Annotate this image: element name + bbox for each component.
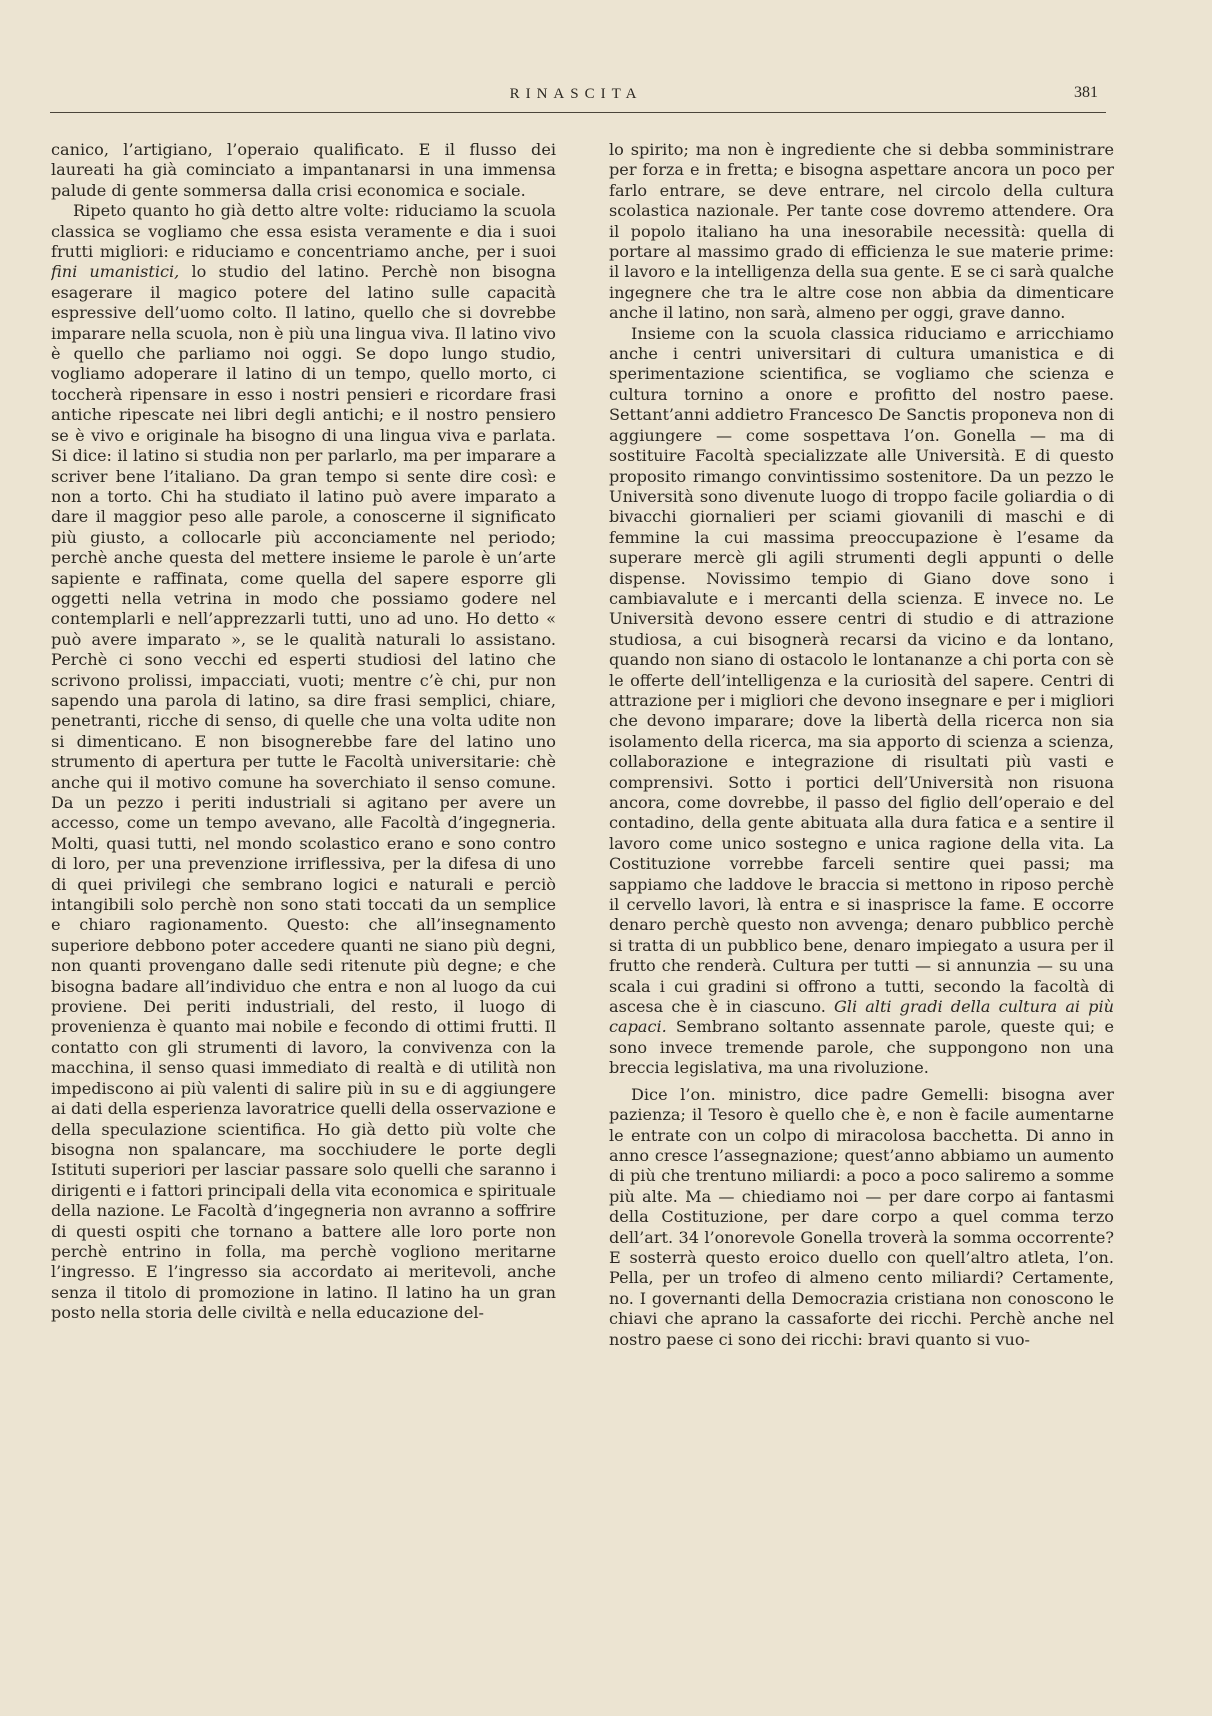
- paragraph: Dice l’on. ministro, dice padre Gemelli: bisogna aver pazienza; il Tesoro è quello che è, e non è facile aumentarne le entrate con un colpo di miracolosa bacchetta. Di anno in anno cresce l’assegnazione; quest’anno abbiamo un aumento di più che trentuno miliardi: a poco a poco saliremo a somme più alte. Ma — chiediamo noi — per dare corpo ai fantasmi della Costituzione, per dare corpo a quel comma terzo dell’art. 34 l’onorevole Gonella troverà la somma occorrente? E sosterrà questo eroico duello con quell’altro atleta, l’on. Pella, per un trofeo di almeno cento miliardi? Certamente, no. I governanti della Democrazia cristiana non conoscono le chiavi che aprano la cassaforte dei ricchi. Perchè anche nel nostro paese ci sono dei ricchi: bravi quanto si vuo-: [609, 1084, 1114, 1349]
- text-run: Sembrano soltanto assennate parole, queste qui; e sono invece tremende parole, che suppongono non una breccia legislativa, ma una rivoluzione.: [609, 1017, 1114, 1078]
- italic-text: fini umanistici,: [51, 262, 180, 282]
- page-number: 381: [1074, 84, 1098, 101]
- text-run: lo studio del latino. Perchè non bisogna esagerare il magico potere del latino sulle capacità espressive dell’uomo colto. Il latino, quello che si dovrebbe imparare nella scuola, non è più una lingua viva. Il latino vivo è quello che parliamo noi oggi. Se dopo lungo studio, vogliamo adoperare il latino di un tempo, quello morto, ci toccherà ripensare in esso i nostri pensieri e ricordare frasi antiche ripescate nei libri degli antichi; e il nostro pensiero se è vivo e originale ha bisogno di una lingua viva e parlata. Si dice: il latino si studia non per parlarlo, ma per imparare a scriver bene l’italiano. Da gran tempo si sente dire così: e non a torto. Chi ha studiato il latino può avere imparato a dare il maggior peso alle parole, a conoscerne il significato più giusto, a collocarle più acconciamente nel periodo; perchè anche questa del mettere insieme le parole è un’arte sapiente e raffinata, come quella del sapere esporre gli oggetti nella vetrina in modo che possiamo godere nel contemplarli e nell’apprezzarli tutti, uno ad uno. Ho detto « può avere imparato », se le qualità naturali lo assistano. Perchè ci sono vecchi ed esperti studiosi del latino che scrivono prolissi, impacciati, vuoti; mentre c’è chi, pur non sapendo una parola di latino, sa dire frasi semplici, chiare, penetranti, ricche di senso, di quelle che una volta udite non si dimenticano. E non bisognerebbe fare del latino uno strumento di apertura per tutte le Facoltà universitarie: chè anche qui il motivo comune ha soverchiato il senso comune. Da un pezzo i periti industriali si agitano per avere un accesso, come un tempo avevano, alle Facoltà d’ingegneria. Molti, quasi tutti, nel mondo scolastico erano e sono contro di loro, per una prevenzione irriflessiva, per la difesa di uno di quei privilegi che sembrano logici e naturali e perciò intangibili solo perchè non sono stati toccati da un semplice e chiaro ragionamento. Questo: che all’insegnamento superiore debbono poter accedere quanti ne siano più degni, non quanti provengano dalle sedi ritenute più degne; e che bisogna badare all’individuo che entra e non al luogo da cui proviene. Dei periti industriali, del resto, il luogo di provenienza è quanto mai nobile e fecondo di ottimi frutti. Il contatto con gli strumenti di lavoro, la convivenza con la macchina, il senso quasi immediato di realtà e di utilità non impediscono ai più valenti di salire più in su e di aggiungere ai dati della esperienza lavoratrice quelli della osservazione e della speculazione scientifica. Ho già detto più volte che bisogna non spalancare, ma socchiudere le porte degli Istituti superiori per lasciar passare solo quelli che saranno i dirigenti e i fattori principali della vita economica e spirituale della nazione. Le Facoltà d’ingegneria non avranno a soffrire di questi ospiti che tornano a battere alle loro porte non perchè entrino in folla, ma perchè vogliono meritarne l’ingresso. E l’ingresso sia accordato ai meritevoli, anche senza il titolo di promozione in latino. Il latino ha un gran posto nella storia delle civiltà e nella educazione del-: [51, 262, 556, 1323]
- journal-title: RINASCITA: [509, 86, 643, 102]
- header-rule: [50, 112, 1106, 113]
- text-run: Insieme con la scuola classica riduciamo e arricchiamo anche i centri universitari di cultura umanistica e di sperimentazione scientifica, se vogliamo che scienza e cultura tornino a onore e profitto del nostro paese. Settant’anni addietro Francesco De Sanctis proponeva non di aggiungere — come sospettava l’on. Gonella — ma di sostituire Facoltà specializzate alle Università. E di questo proposito rimango convintissimo sostenitore. Da un pezzo le Università sono divenute luogo di troppo facile goliardia o di bivacchi giornalieri per sciami giovanili di maschi e di femmine la cui massima preoccupazione è l’esame da superare mercè gli agili strumenti degli appunti o delle dispense. Novissimo tempio di Giano dove sono i cambiavalute e i mercanti della scienza. E invece no. Le Università devono essere centri di studio e di attrazione studiosa, a cui bisognerà recarsi da vicino e da lontano, quando non siano di ostacolo le lontananze a chi porta con sè le offerte dell’intelligenza e la curiosità del sapere. Centri di attrazione per i migliori che devono insegnare e per i migliori che devono imparare; dove la libertà della ricerca non sia isolamento della ricerca, ma sia apporto di scienza a scienza, collaborazione e integrazione di risultati più vasti e comprensivi. Sotto i portici dell’Università non risuona ancora, come dovrebbe, il passo del figlio dell’operaio e del contadino, della gente abituata alla dura fatica e a sentire il lavoro come unico sostegno e unica ragione della vita. La Costituzione vorrebbe farceli sentire quei passi; ma sappiamo che laddove le braccia si mettono in riposo perchè il cervello lavori, là entra e si inasprisce la fame. E occorre denaro perchè questo non avvenga; denaro pubblico perchè si tratta di un pubblico bene, denaro impiegato a usura per il frutto che renderà. Cultura per tutti — si annunzia — su una scala i cui gradini si offrono a tutti, secondo la facoltà di ascesa che è in ciascuno.: [609, 323, 1114, 1017]
- paragraph: [51, 201, 556, 1323]
- paragraph: [609, 324, 1114, 1079]
- right-column: [609, 140, 1114, 1695]
- text-run: Ripeto quanto ho già detto altre volte: riduciamo la scuola classica se vogliamo che essa esista veramente e dia i suoi frutti migliori: e riduciamo e concentriamo anche, per i suoi: [51, 201, 556, 262]
- italic-text: Gli alti gradi della cultura ai più capaci.: [609, 997, 1114, 1037]
- paragraph: lo spirito; ma non è ingrediente che si debba somministrare per forza e in fretta; e bisogna aspettare ancora un poco per farlo entrare, se deve entrare, nel circolo della cultura scolastica nazionale. Per tante cose dovremo attendere. Ora il popolo italiano ha una inesorabile necessità: quella di portare al massimo grado di efficienza le sue materie prime: il lavoro e la intelligenza della sua gente. E se ci sarà qualche ingegnere che tra le altre cose non abbia da dimenticare anche il latino, non sarà, almeno per oggi, grave danno.: [609, 140, 1114, 323]
- left-column: [51, 140, 556, 1695]
- paragraph: canico, l’artigiano, l’operaio qualificato. E il flusso dei laureati ha già cominciato a impantanarsi in una immensa palude di gente sommersa dalla crisi economica e sociale.: [51, 140, 556, 200]
- running-header: [50, 80, 1102, 112]
